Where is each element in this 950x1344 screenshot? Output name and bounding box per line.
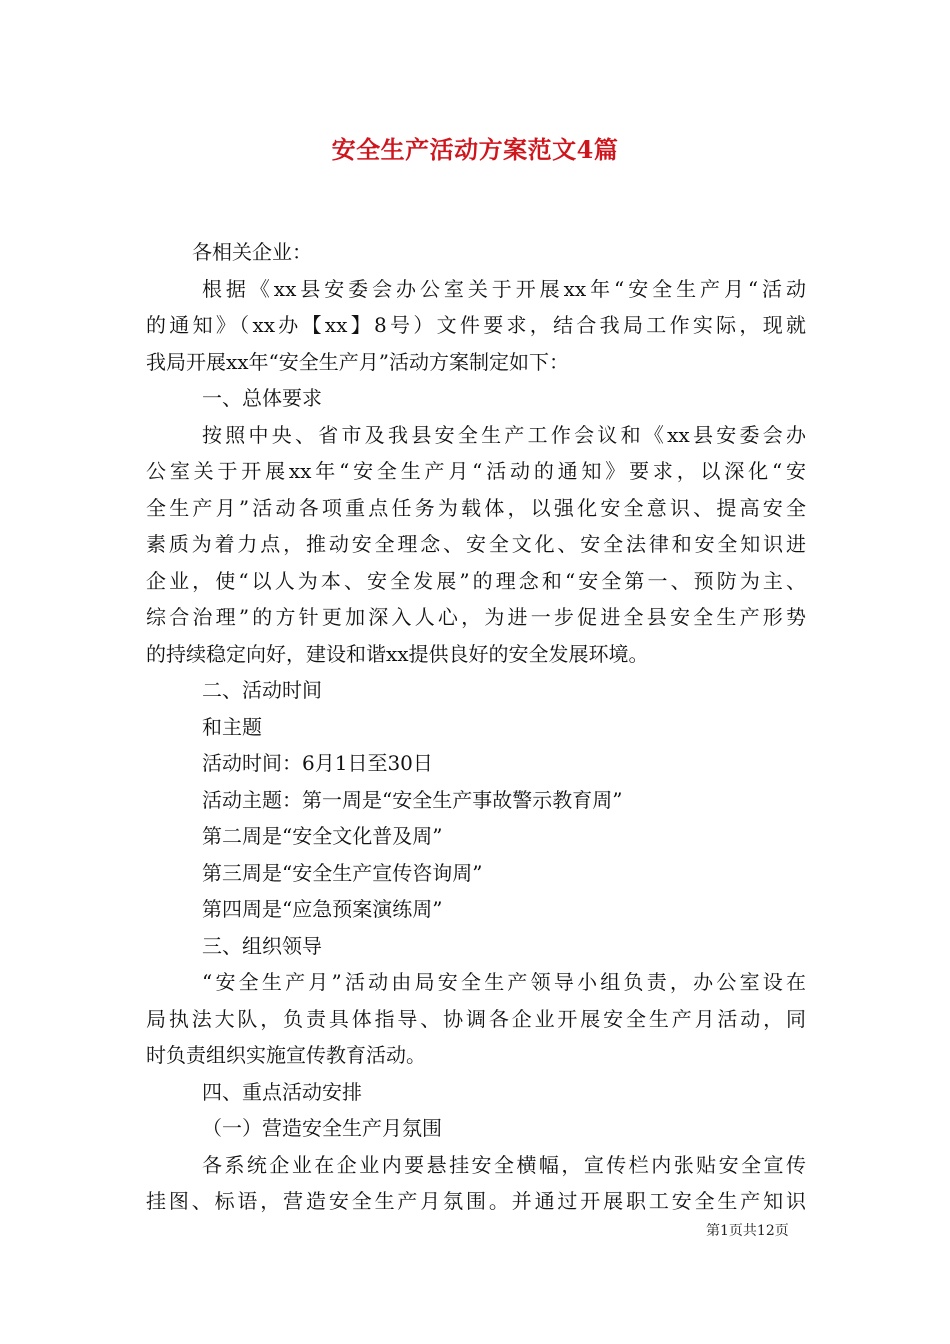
paragraph-line: 活动时间：6月1日至30日 [202,751,433,775]
paragraph-line: 第四周是“应急预案演练周” [202,897,443,921]
paragraph-line: 二、活动时间 [202,678,322,702]
paragraph-line: 按照中央、省市及我县安全生产工作会议和《xx县安委会办 [202,422,806,447]
paragraph-line: 的通知》（xx办【xx】8号）文件要求，结合我局工作实际，现就 [146,313,806,337]
paragraph-line: 素质为着力点，推动安全理念、安全文化、安全法律和安全知识进 [146,532,806,556]
paragraph-line: 和主题 [202,714,262,739]
paragraph-line: 各系统企业在企业内要悬挂安全横幅，宣传栏内张贴安全宣传 [202,1152,806,1177]
paragraph-line: 一、总体要求 [202,386,322,410]
paragraph-line: 时负责组织实施宣传教育活动。 [146,1043,426,1067]
paragraph-line: 活动主题：第一周是“安全生产事故警示教育周” [202,787,623,812]
paragraph-line: 企业，使“以人为本、安全发展”的理念和“安全第一、预防为主、 [146,568,806,593]
paragraph-line: “安全生产月”活动由局安全生产领导小组负责，办公室设在 [202,970,806,994]
paragraph-line: 挂图、标语，营造安全生产月氛围。并通过开展职工安全生产知识 [146,1189,806,1213]
paragraph-line: 局执法大队，负责具体指导、协调各企业开展安全生产月活动，同 [146,1006,806,1031]
paragraph-line: 综合治理”的方针更加深入人心，为进一步促进全县安全生产形势 [146,605,806,629]
document-title: 安全生产活动方案范文4篇 [331,135,619,164]
paragraph-line: 四、重点活动安排 [202,1079,362,1104]
paragraph-line: 根据《xx县安委会办公室关于开展xx年“安全生产月“活动 [202,276,806,301]
paragraph-line: 第三周是“安全生产宣传咨询周” [202,860,483,885]
paragraph-line: 三、组织领导 [202,933,322,958]
paragraph-line: 全生产月”活动各项重点任务为载体，以强化安全意识、提高安全 [146,495,806,520]
paragraph-line: 我局开展xx年“安全生产月”活动方案制定如下： [146,349,570,374]
paragraph-line: 第二周是“安全文化普及周” [202,824,443,848]
paragraph-line: 公室关于开展xx年“安全生产月“活动的通知》要求，以深化“安 [146,459,806,483]
paragraph-line: 的持续稳定向好，建设和谐xx提供良好的安全发展环境。 [146,641,649,666]
page-footer: 第1页共12页 [706,1223,789,1239]
paragraph-line: （一）营造安全生产月氛围 [202,1116,442,1140]
paragraph-line: 各相关企业： [192,240,312,264]
document-body [146,234,806,1220]
